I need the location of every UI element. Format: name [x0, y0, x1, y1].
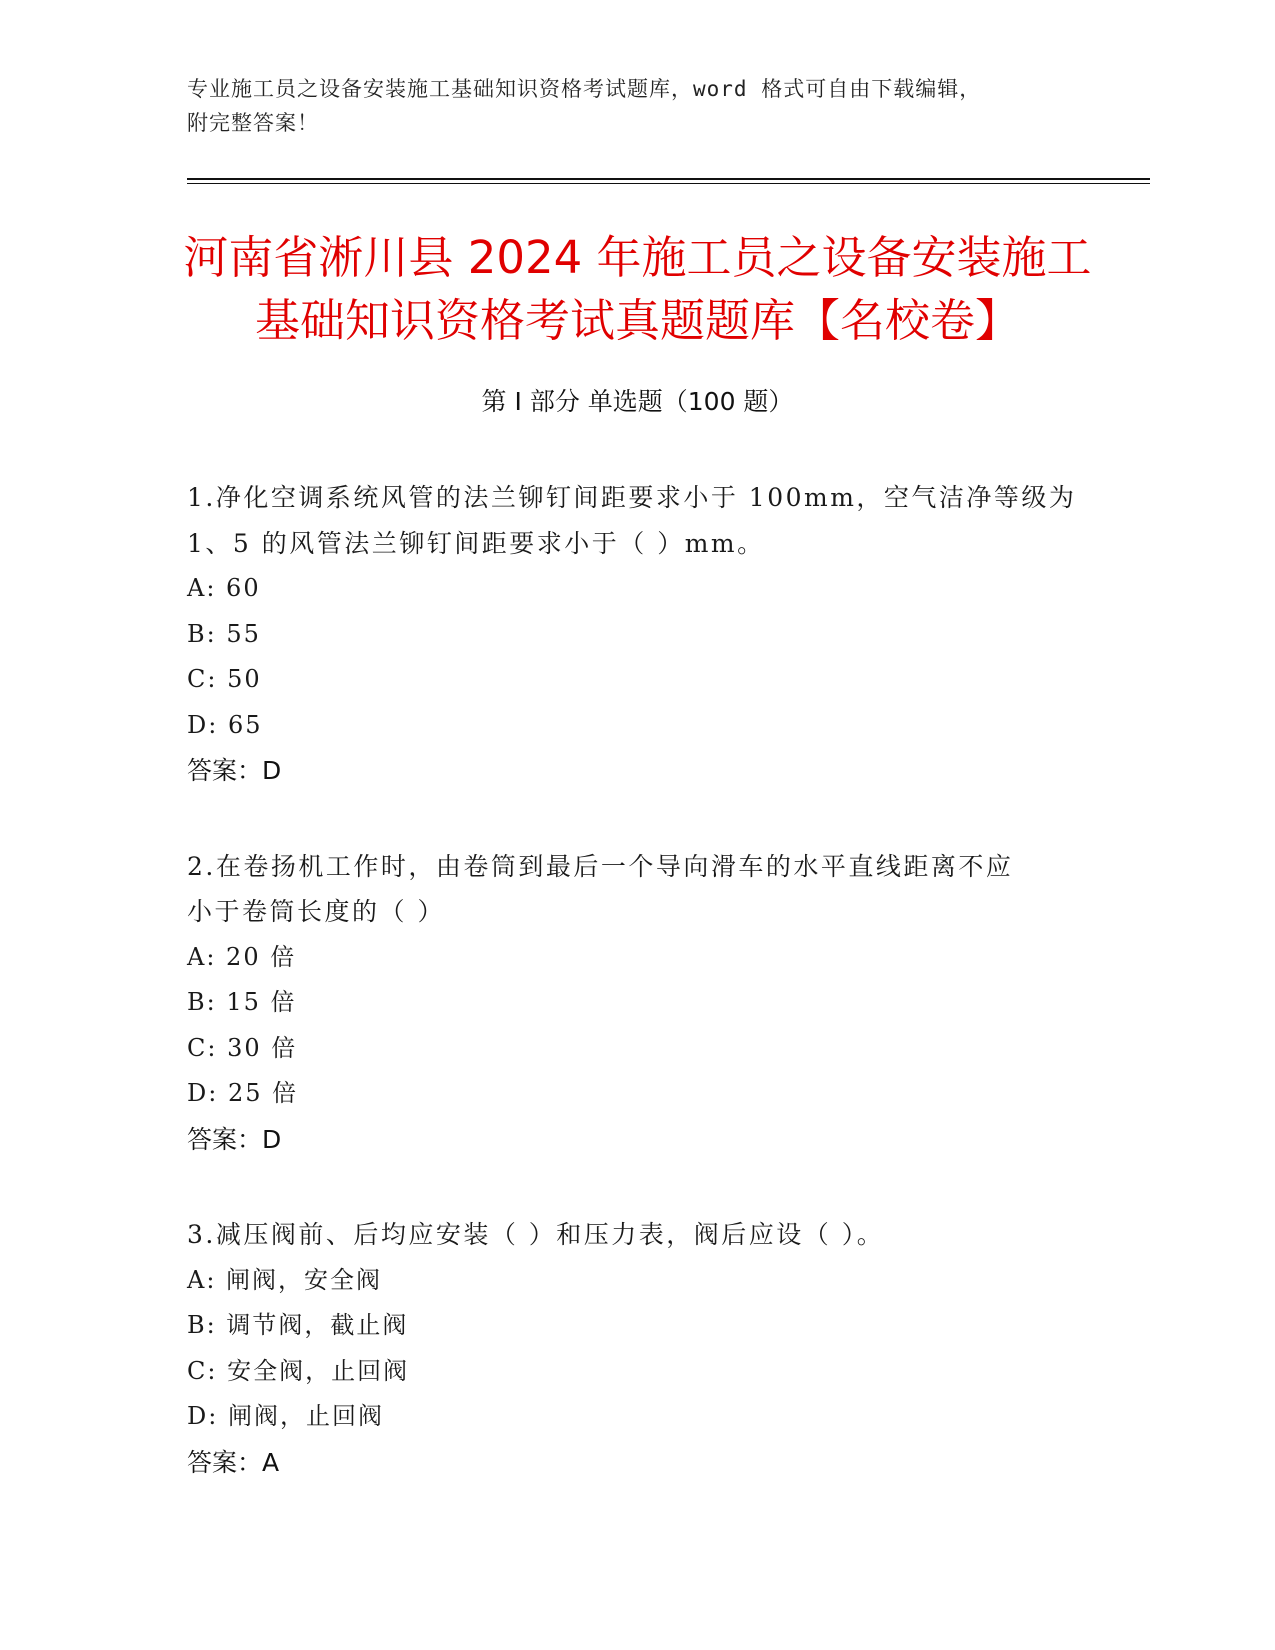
question-stem	[187, 844, 1087, 935]
option-c: C: 安全阀，止回阀	[187, 1356, 410, 1385]
option-c: C: 50	[187, 665, 262, 693]
header-divider-thick	[187, 178, 1150, 180]
question-stem-line: 1.净化空调系统风管的法兰铆钉间距要求小于 100mm，空气洁净等级为	[187, 483, 1077, 512]
header-note-line-2: 附完整答案！	[187, 111, 319, 135]
document-title	[150, 226, 1125, 352]
question-stem-line: 小于卷筒长度的（ ）	[187, 897, 445, 926]
option-b: B: 调节阀，截止阀	[187, 1311, 409, 1339]
option-c: C: 30 倍	[187, 1033, 298, 1062]
section-heading: 第 I 部分 单选题（100 题）	[481, 387, 794, 416]
option-a: A: 60	[187, 574, 261, 602]
document-title-line-2: 基础知识资格考试真题题库【名校卷】	[254, 294, 1020, 347]
question-item	[187, 844, 1087, 1163]
question-stem-line: 1、5 的风管法兰铆钉间距要求小于（ ）mm。	[187, 528, 765, 558]
answer-line: 答案：D	[187, 1124, 282, 1154]
question-item	[187, 1212, 1087, 1485]
question-stem	[187, 475, 1087, 566]
question-list	[187, 475, 1087, 1535]
option-d: D: 闸阀，止回阀	[187, 1402, 384, 1430]
option-d: D: 25 倍	[187, 1079, 299, 1107]
question-stem-line: 2.在卷扬机工作时，由卷筒到最后一个导向滑车的水平直线距离不应	[187, 851, 1014, 881]
option-b: B: 55	[187, 619, 261, 648]
option-b: B: 15 倍	[187, 988, 297, 1016]
document-title-line-1: 河南省淅川县 2024 年施工员之设备安装施工	[183, 231, 1092, 284]
question-stem-line: 3.减压阀前、后均应安装（ ）和压力表，阀后应设（ ）。	[187, 1220, 885, 1249]
header-note-line-1: 专业施工员之设备安装施工基础知识资格考试题库，word 格式可自由下载编辑，	[187, 77, 982, 101]
answer-line: 答案：A	[187, 1447, 280, 1477]
header-note	[187, 72, 1087, 140]
option-a: A: 20 倍	[187, 942, 297, 971]
answer-line: 答案：D	[187, 756, 282, 785]
option-d: D: 65	[187, 710, 263, 739]
option-a: A: 闸阀，安全阀	[187, 1265, 383, 1294]
question-item	[187, 475, 1087, 794]
header-divider-thin	[187, 183, 1150, 184]
question-stem	[187, 1212, 1087, 1258]
